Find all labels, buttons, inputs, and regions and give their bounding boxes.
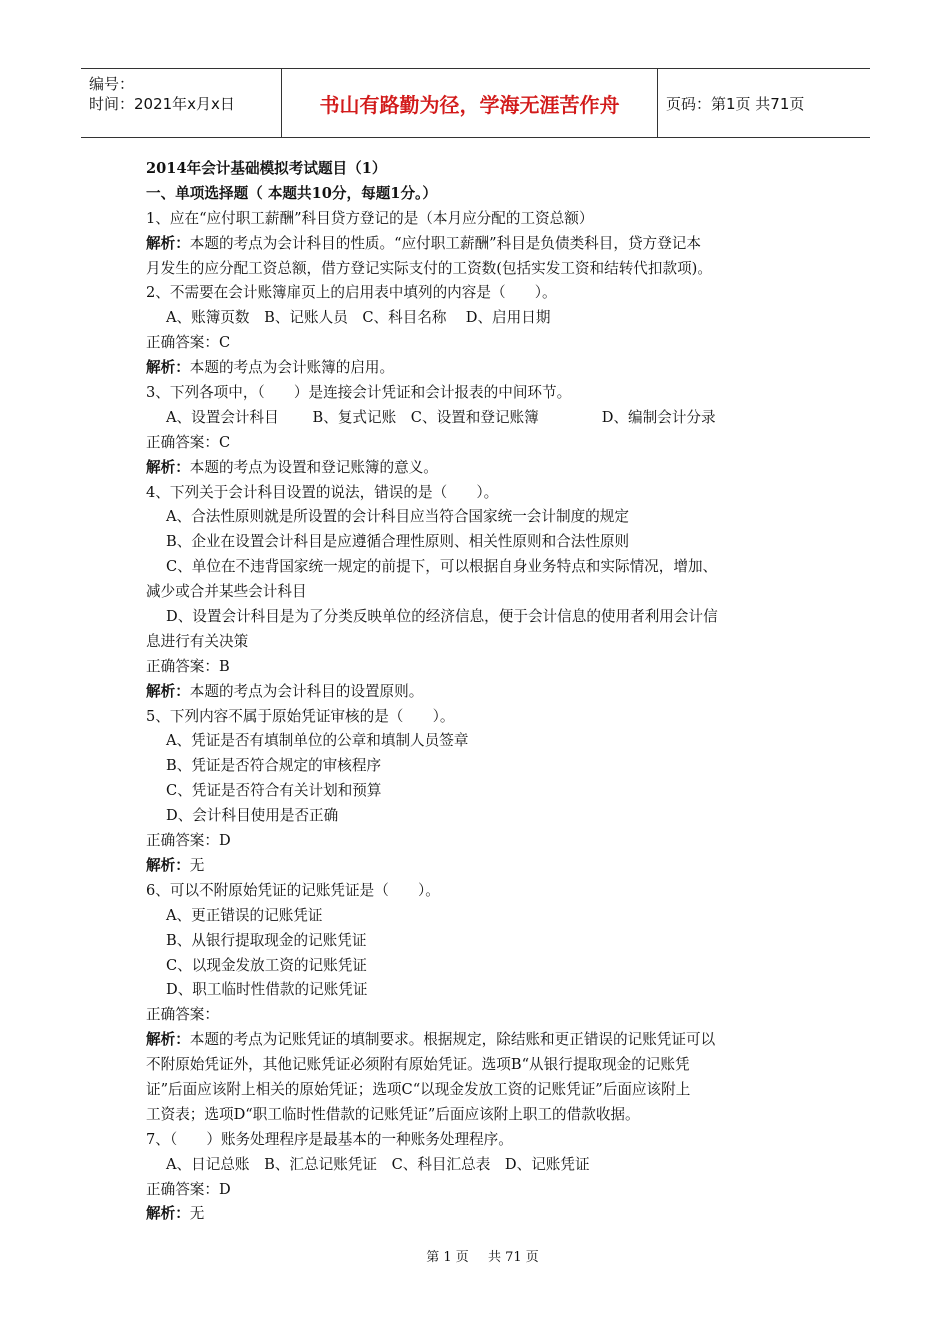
line-text: 无 — [189, 856, 205, 874]
line-text: 正确答案：B — [146, 657, 230, 675]
footer-page: 第 1 页 — [426, 1250, 469, 1265]
text-line — [146, 1202, 806, 1227]
text-line — [146, 232, 806, 257]
line-text: 本题的考点为会计科目的性质。“应付职工薪酬”科目是负债类科目，贷方登记本 — [189, 234, 701, 252]
text-line — [146, 356, 806, 381]
analysis-label: 解析： — [146, 234, 190, 252]
line-text: A、账簿页数 B、记账人员 C、科目名称 D、启用日期 — [166, 309, 551, 327]
text-line — [146, 1003, 806, 1028]
line-text: 6、可以不附原始凭证的记账凭证是（ ）。 — [146, 881, 440, 899]
line-text: 7、（ ）账务处理程序是最基本的一种账务处理程序。 — [146, 1130, 513, 1148]
line-text: 正确答案：D — [146, 1180, 231, 1198]
text-line — [146, 381, 806, 406]
line-text: 4、下列关于会计科目设置的说法，错误的是（ ）。 — [146, 483, 499, 501]
text-line — [146, 1153, 806, 1178]
header-page-number: 页码：第1页 共71页 — [666, 94, 805, 113]
header-code: 编号： — [89, 75, 135, 93]
text-line — [146, 680, 806, 705]
line-text: 5、下列内容不属于原始凭证审核的是（ ）。 — [146, 707, 455, 725]
text-line — [146, 481, 806, 506]
text-line — [146, 879, 806, 904]
text-line — [146, 854, 806, 879]
line-text: 本题的考点为设置和登记账簿的意义。 — [189, 458, 438, 476]
line-text: 息进行有关决策 — [146, 632, 249, 650]
line-text: 不附原始凭证外，其他记账凭证必须附有原始凭证。选项B“从银行提取现金的记账凭 — [146, 1056, 690, 1074]
line-text: D、设置会计科目是为了分类反映单位的经济信息，便于会计信息的使用者利用会计信 — [166, 608, 718, 626]
text-line — [146, 929, 806, 954]
text-line — [146, 306, 806, 331]
section-heading: 一、单项选择题（ 本题共10分，每题1分。） — [146, 184, 437, 202]
text-line — [146, 431, 806, 456]
line-text: 工资表；选项D“职工临时性借款的记账凭证”后面应该附上职工的借款收据。 — [146, 1105, 640, 1123]
text-line — [146, 555, 806, 580]
line-text: C、凭证是否符合有关计划和预算 — [166, 782, 382, 800]
line-text: A、合法性原则就是所设置的会计科目应当符合国家统一会计制度的规定 — [166, 508, 629, 526]
line-text: 正确答案：D — [146, 832, 231, 850]
line-text: D、职工临时性借款的记账凭证 — [166, 981, 368, 999]
line-text: 2、不需要在会计账簿扉页上的启用表中填列的内容是（ ）。 — [146, 284, 557, 302]
header-time: 时间：2021年x月x日 — [89, 95, 235, 113]
text-line — [146, 257, 806, 282]
line-text: 月发生的应分配工资总额，借方登记实际支付的工资数(包括实发工资和结转代扣款项)。 — [146, 259, 712, 277]
analysis-label: 解析： — [146, 1205, 190, 1223]
header-motto: 书山有路勤为径，学海无涯苦作舟 — [281, 69, 658, 137]
analysis-label: 解析： — [146, 856, 190, 874]
text-line — [146, 1028, 806, 1053]
analysis-label: 解析： — [146, 1031, 190, 1049]
line-text: A、凭证是否有填制单位的公章和填制人员签章 — [166, 732, 469, 750]
line-text: D、会计科目使用是否正确 — [166, 807, 339, 825]
line-text: B、凭证是否符合规定的审核程序 — [166, 757, 382, 775]
text-line — [146, 705, 806, 730]
text-line — [146, 580, 806, 605]
line-text: C、以现金发放工资的记账凭证 — [166, 956, 367, 974]
page-header — [81, 68, 870, 138]
text-line — [146, 207, 806, 232]
text-line — [146, 1053, 806, 1078]
text-line — [146, 754, 806, 779]
line-text: 本题的考点为会计账簿的启用。 — [189, 359, 395, 377]
text-line — [146, 729, 806, 754]
line-text: 减少或合并某些会计科目 — [146, 583, 307, 601]
text-line — [146, 630, 806, 655]
text-line — [146, 530, 806, 555]
text-line — [146, 829, 806, 854]
line-text: A、日记总账 B、汇总记账凭证 C、科目汇总表 D、记账凭证 — [166, 1155, 590, 1173]
text-line — [146, 1078, 806, 1103]
page-footer — [0, 1246, 950, 1265]
text-line — [146, 605, 806, 630]
analysis-label: 解析： — [146, 458, 190, 476]
text-line — [146, 456, 806, 481]
text-line — [146, 954, 806, 979]
line-text: C、单位在不违背国家统一规定的前提下，可以根据自身业务特点和实际情况，增加、 — [166, 558, 718, 576]
text-line — [146, 655, 806, 680]
footer-total: 共 71 页 — [487, 1250, 539, 1265]
line-text: 3、下列各项中，（ ）是连接会计凭证和会计报表的中间环节。 — [146, 384, 572, 402]
line-text: 无 — [189, 1205, 205, 1223]
line-text: A、更正错误的记账凭证 — [166, 906, 323, 924]
line-text: B、企业在设置会计科目是应遵循合理性原则、相关性原则和合法性原则 — [166, 533, 630, 551]
text-line — [146, 1103, 806, 1128]
line-text: 1、应在“应付职工薪酬”科目贷方登记的是（本月应分配的工资总额） — [146, 209, 594, 227]
text-line — [146, 406, 806, 431]
document-body — [146, 157, 806, 1227]
text-line — [146, 1178, 806, 1203]
header-meta — [81, 69, 281, 137]
line-text: 正确答案：C — [146, 334, 231, 352]
line-text: 正确答案： — [146, 1006, 219, 1024]
text-line — [146, 505, 806, 530]
analysis-label: 解析： — [146, 682, 190, 700]
line-text: 证”后面应该附上相关的原始凭证；选项C“以现金发放工资的记账凭证”后面应该附上 — [146, 1080, 691, 1098]
document-title: 2014年会计基础模拟考试题目（1） — [146, 160, 387, 177]
line-text: 本题的考点为会计科目的设置原则。 — [189, 682, 424, 700]
text-line — [146, 281, 806, 306]
text-line — [146, 779, 806, 804]
text-line — [146, 978, 806, 1003]
text-line — [146, 904, 806, 929]
line-text: 正确答案：C — [146, 433, 231, 451]
text-line — [146, 331, 806, 356]
text-line — [146, 804, 806, 829]
text-line — [146, 1128, 806, 1153]
line-text: 本题的考点为记账凭证的填制要求。根据规定，除结账和更正错误的记账凭证可以 — [189, 1031, 716, 1049]
line-text: B、从银行提取现金的记账凭证 — [166, 931, 367, 949]
line-text: A、设置会计科目 B、复式记账 C、设置和登记账簿 D、编制会计分录 — [166, 408, 716, 426]
analysis-label: 解析： — [146, 359, 190, 377]
